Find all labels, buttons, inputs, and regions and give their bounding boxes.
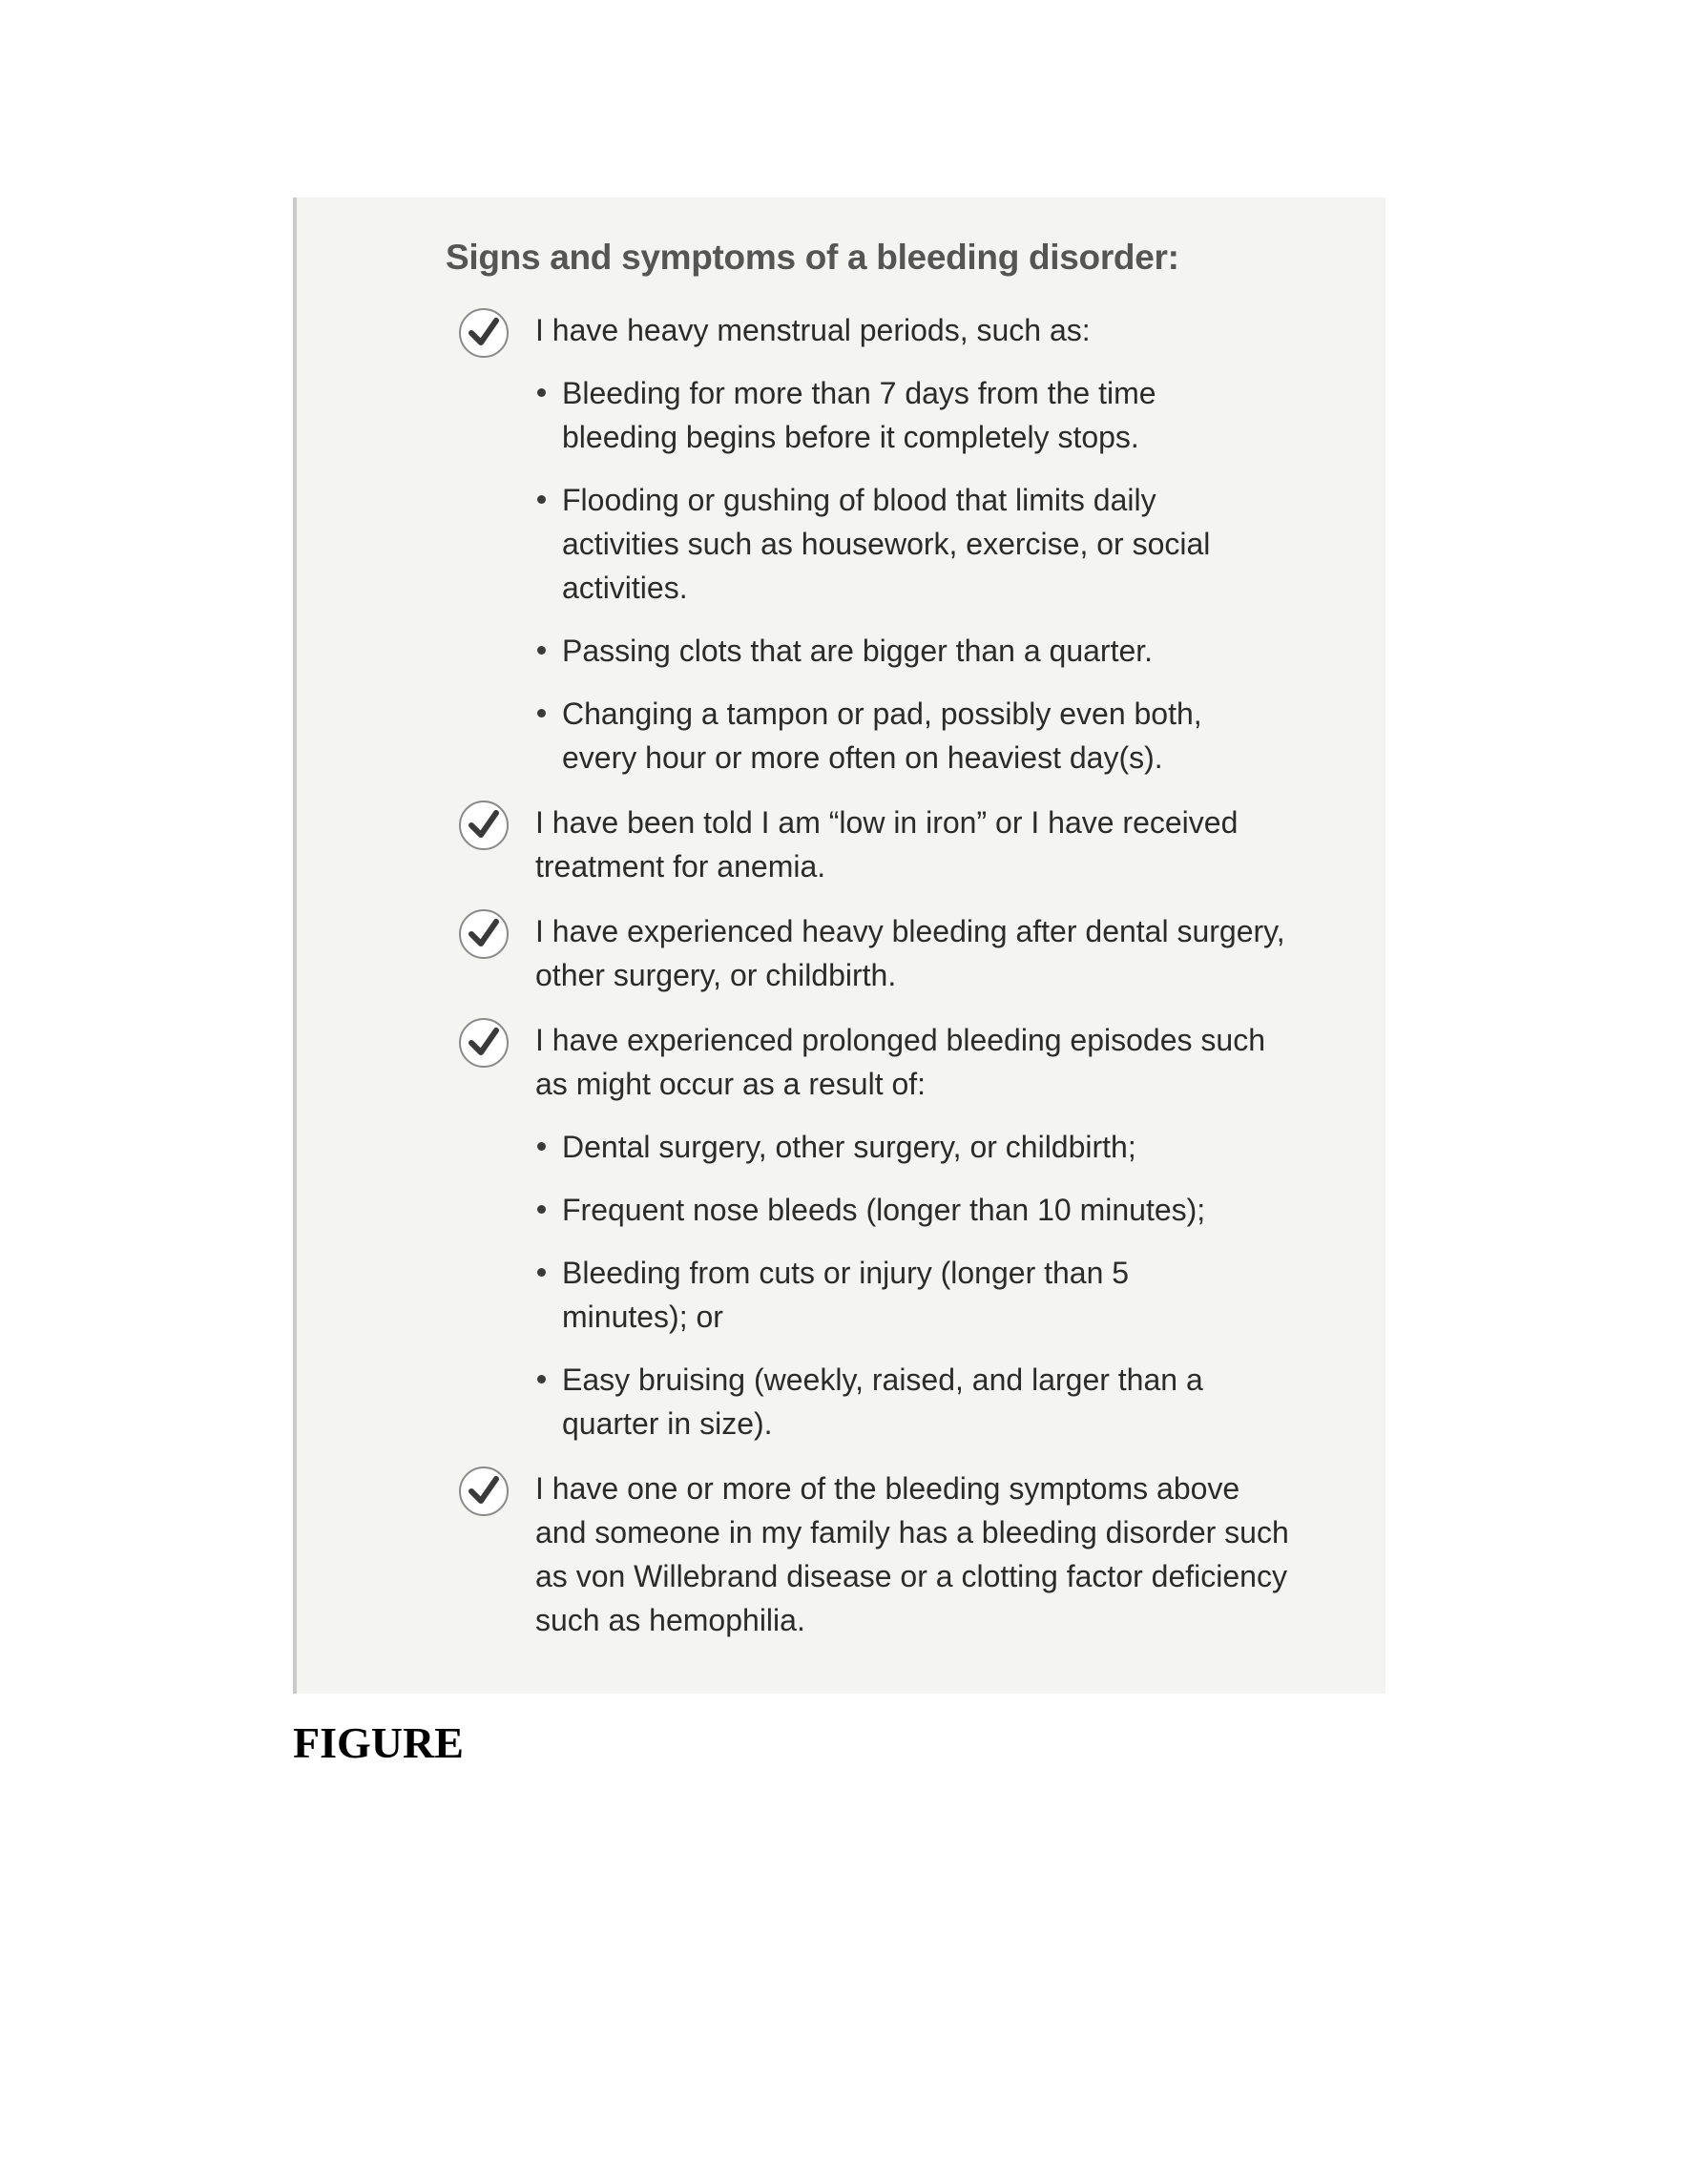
check-circle-icon xyxy=(457,1016,510,1070)
symptom-checklist xyxy=(449,308,1365,1663)
checklist-item xyxy=(449,801,1365,888)
checklist-item-text: I have experienced prolonged bleeding episodes such as might occur as a result of: xyxy=(535,1023,1265,1101)
bullet-icon xyxy=(537,1205,546,1214)
check-circle-icon xyxy=(457,799,510,852)
bullet-icon xyxy=(537,495,546,504)
sub-list-item-text: Flooding or gushing of blood that limits daily activities such as housework, exercise, or social activities. xyxy=(562,483,1211,605)
figure-caption: FIGURE xyxy=(293,1718,464,1767)
sub-list-item xyxy=(535,1251,1249,1339)
bullet-icon xyxy=(537,646,546,655)
sub-list-item xyxy=(535,1125,1249,1169)
checklist-item xyxy=(449,308,1365,780)
sub-list-item xyxy=(535,692,1249,780)
figure-title: Signs and symptoms of a bleeding disorder: xyxy=(446,238,1179,277)
sub-list-item-text: Frequent nose bleeds (longer than 10 minutes); xyxy=(562,1193,1206,1227)
bullet-icon xyxy=(537,388,546,397)
sub-list-item xyxy=(535,1188,1249,1232)
bullet-icon xyxy=(537,1375,546,1383)
check-circle-icon xyxy=(457,1465,510,1518)
checklist-item-text: I have experienced heavy bleeding after dental surgery, other surgery, or childbirth. xyxy=(535,914,1285,992)
bullet-icon xyxy=(537,709,546,718)
sub-list-item xyxy=(535,478,1249,610)
sub-list-item xyxy=(535,629,1249,673)
sub-list-item-text: Passing clots that are bigger than a quarter. xyxy=(562,634,1154,668)
sub-list xyxy=(535,1125,1365,1446)
sub-list-item-text: Bleeding from cuts or injury (longer than 5 minutes); or xyxy=(562,1256,1130,1334)
sub-list-item xyxy=(535,1358,1249,1446)
sub-list xyxy=(535,371,1365,780)
checklist-item xyxy=(449,1466,1365,1642)
checklist-item xyxy=(449,1018,1365,1446)
sub-list-item xyxy=(535,371,1249,459)
bullet-icon xyxy=(537,1268,546,1277)
sub-list-item-text: Easy bruising (weekly, raised, and larger than a quarter in size). xyxy=(562,1362,1203,1441)
checklist-item-text: I have been told I am “low in iron” or I have received treatment for anemia. xyxy=(535,805,1239,884)
check-circle-icon xyxy=(457,907,510,961)
sub-list-item-text: Bleeding for more than 7 days from the time bleeding begins before it completely stops. xyxy=(562,376,1156,454)
bullet-icon xyxy=(537,1142,546,1151)
sub-list-item-text: Changing a tampon or pad, possibly even both, every hour or more often on heaviest day(s). xyxy=(562,697,1202,775)
checklist-item-text: I have heavy menstrual periods, such as: xyxy=(535,313,1091,347)
check-circle-icon xyxy=(457,306,510,360)
checklist-item xyxy=(449,909,1365,997)
checklist-item-text: I have one or more of the bleeding symptoms above and someone in my family has a bleeding disorder such as von Willebrand disease or a clotting factor deficiency such as hemophilia. xyxy=(535,1471,1289,1637)
figure-panel xyxy=(293,198,1385,1694)
sub-list-item-text: Dental surgery, other surgery, or childbirth; xyxy=(562,1130,1136,1164)
